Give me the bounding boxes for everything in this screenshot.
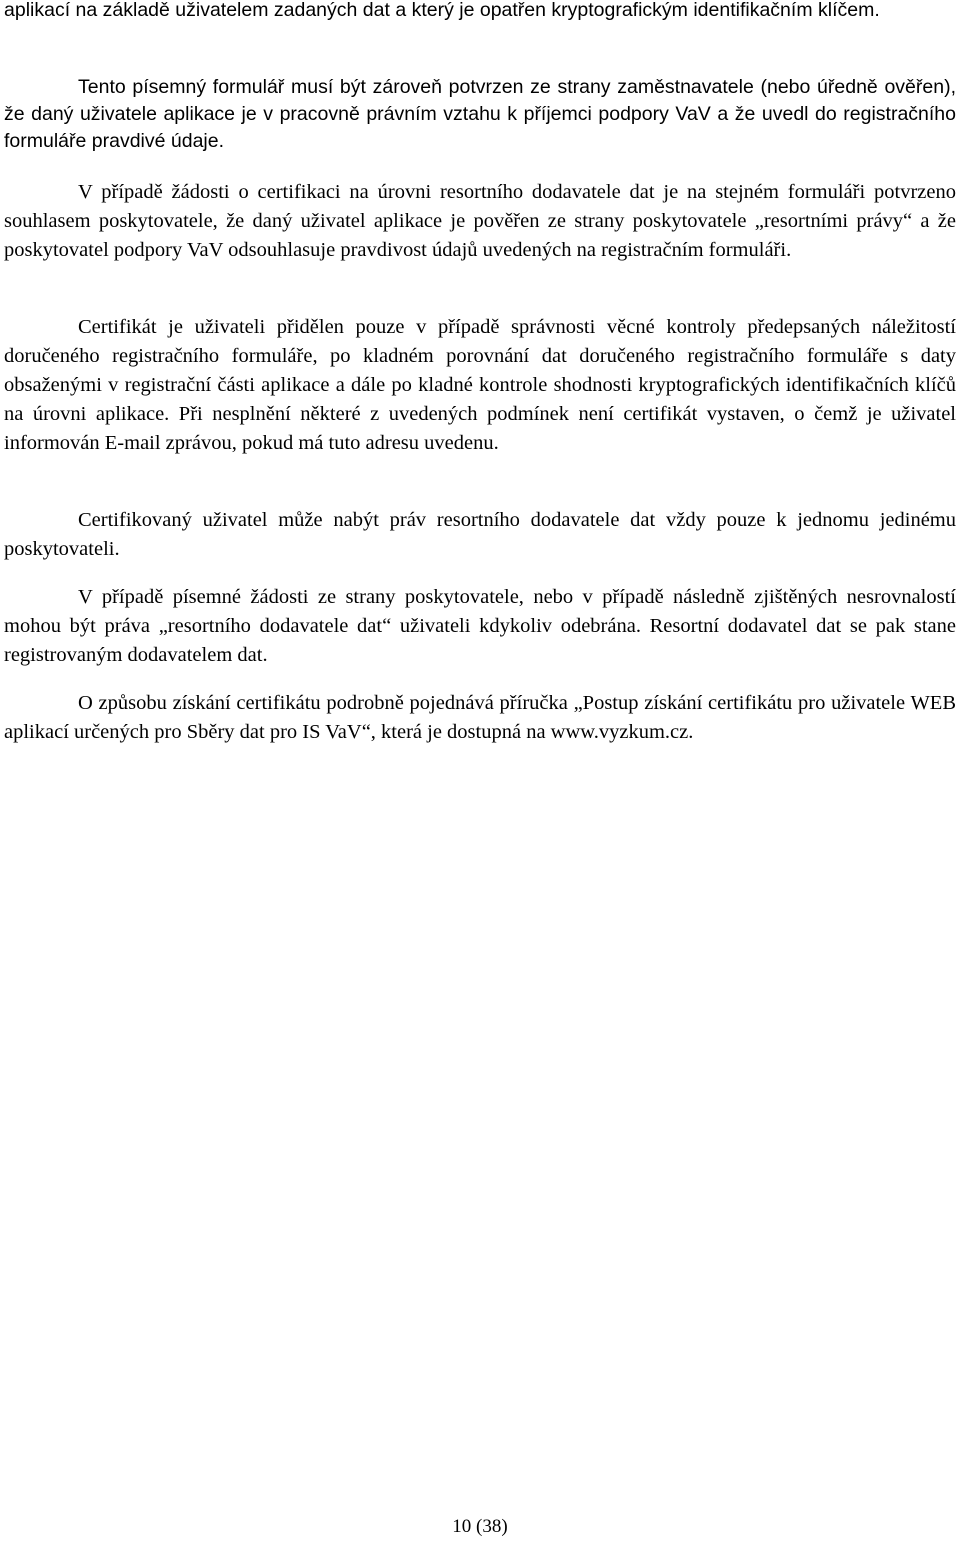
paragraph-certificate-assignment: Certifikát je uživateli přidělen pouze v případě správnosti věcné kontroly předepsaných náležitostí doručeného registračního formuláře, po kladném porovnání dat doručeného registračního formuláře s daty obsaženými v registrační části aplikace a dále po kladné kontrole shodnosti kryptografických identifikačních klíčů na úrovni aplikace. Při nesplnění některé z uvedených podmínek není certifikát vystaven, o čemž je uživatel informován E-mail zprávou, pokud má tuto adresu uvedenu. — [4, 316, 956, 454]
paragraph-manual-reference: O způsobu získání certifikátu podrobně pojednává příručka „Postup získání certifikátu pro uživatele WEB aplikací určených pro Sběry dat pro IS VaV“, která je dostupná na www.vyzkum.cz. — [4, 692, 956, 743]
paragraph-rights-revocation: V případě písemné žádosti ze strany poskytovatele, nebo v případě následně zjištěných nesrovnalostí mohou být práva „resortního dodavatele dat“ uživateli kdykoliv odebrána. Resortní dodavatel dat se pak stane registrovaným dodavatelem dat. — [4, 586, 956, 666]
paragraph-single-provider: Certifikovaný uživatel může nabýt práv resortního dodavatele dat vždy pouze k jednomu jedinému poskytovateli. — [4, 509, 956, 560]
page-number: 10 (38) — [452, 1516, 508, 1537]
paragraph-written-form: Tento písemný formulář musí být zároveň potvrzen ze strany zaměstnavatele (nebo úředně ověřen), že daný uživatele aplikace je v pracovně právním vztahu k příjemci podpory VaV a že uvedl do registračního formuláře pravdivé údaje. — [4, 76, 956, 152]
paragraph-continuation: aplikací na základě uživatelem zadaných dat a který je opatřen kryptografickým identifikačním klíčem. — [4, 0, 880, 21]
paragraph-departmental-certification: V případě žádosti o certifikaci na úrovni resortního dodavatele dat je na stejném formuláři potvrzeno souhlasem poskytovatele, že daný uživatel aplikace je pověřen ze strany poskytovatele „resortními právy“ a že poskytovatel podpory VaV odsouhlasuje pravdivost údajů uvedených na registračním formuláři. — [4, 181, 956, 261]
